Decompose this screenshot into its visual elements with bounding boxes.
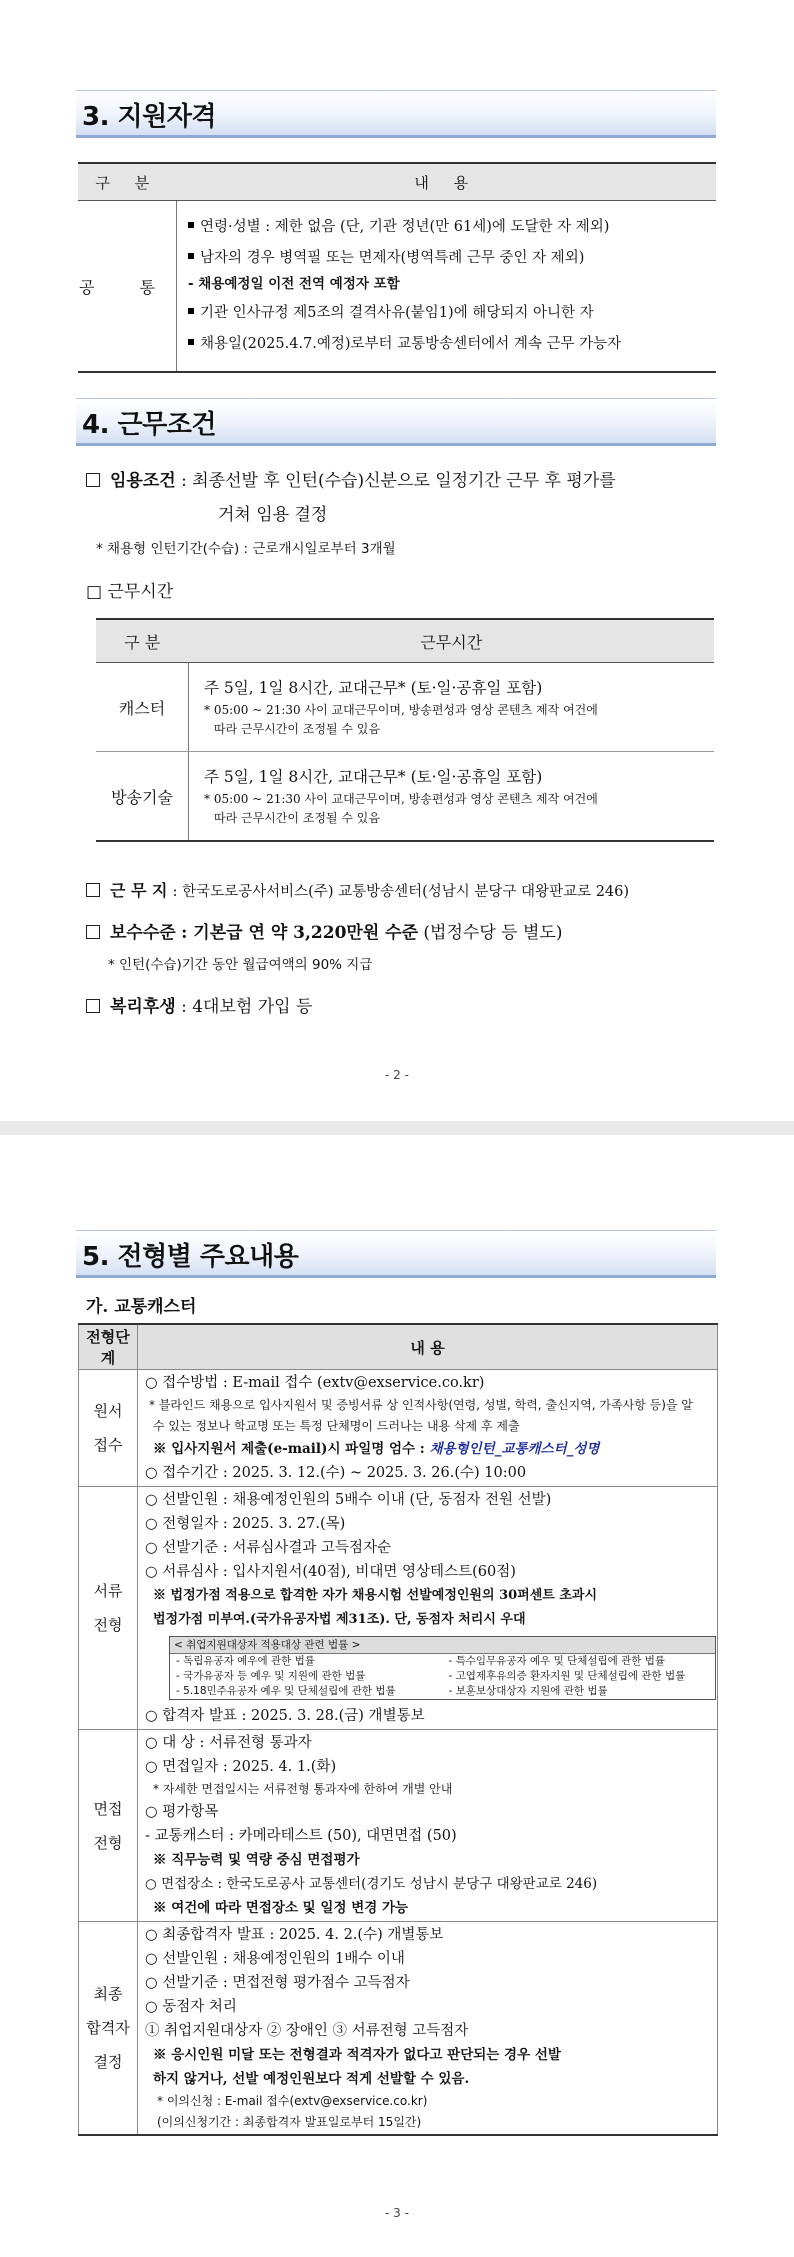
table-header-stage: 전형단계: [79, 1324, 138, 1370]
list-item: ※ 여건에 따라 면접장소 및 일정 변경 가능: [153, 1900, 409, 1916]
page-2: [0, 0, 794, 1121]
list-item: ○ 최종합격자 발표 : 2025. 4. 2.(수) 개별통보: [145, 1927, 444, 1943]
welfare: 복리후생 : 4대보험 가입 등: [86, 992, 312, 1017]
pay-note: * 인턴(수습)기간 동안 월급여액의 90% 지급: [108, 957, 373, 973]
stage-label: 원서 접수: [79, 1370, 138, 1487]
section-4-header: [76, 398, 716, 446]
intern-period-note: * 채용형 인턴기간(수습) : 근로개시일로부터 3개월: [96, 541, 396, 557]
worktime-label: □ 근무시간: [86, 582, 174, 602]
section-5-header: [76, 1230, 716, 1278]
table-header-content: 내 용: [177, 163, 717, 201]
section-3-title: 3. 지원자격: [82, 102, 216, 132]
stage-label: 서류 전형: [79, 1487, 138, 1730]
list-item: 연령·성별 : 제한 없음 (단, 기관 정년(만 61세)에 도달한 자 제외): [188, 212, 711, 243]
list-item: ○ 동점자 처리: [145, 1999, 237, 2015]
stage-label: 최종 합격자 결정: [79, 1922, 138, 2136]
list-item: ○ 평가항목: [145, 1804, 219, 1820]
table-header-worktime: 근무시간: [189, 619, 715, 663]
workplace: 근 무 지 : 한국도로공사서비스(주) 교통방송센터(성남시 분당구 대왕판교로 246): [86, 878, 629, 901]
list-item: ※ 응시인원 미달 또는 전형결과 적격자가 없다고 판단되는 경우 선발: [153, 2047, 561, 2063]
list-item: ※ 입사지원서 제출(e-mail)시 파일명 엄수 : 채용형인턴_교통캐스터_성명: [153, 1441, 600, 1457]
list-item: 하지 않거나, 선발 예정인원보다 적게 선발할 수 있음.: [153, 2071, 470, 2087]
table-row: [79, 1370, 718, 1487]
related-laws-box: < 취업지원대상자 적용대상 관련 법률 > - 독립유공자 예우에 관한 법률 - 국가유공자 등 예우 및 지원에 관한 법률 - 5.18민주유공자 예우 및 단체설립에 관한 법률 - 특수임무유공자 예우 및 단체설립에 관한 법률 - 고엽제후유의증 환자지원 및 단체설립에 관한 법률 - 보훈보상대상자 지원에 관한 법률: [169, 1636, 716, 1700]
list-item: 남자의 경우 병역필 또는 면제자(병역특례 근무 중인 자 제외): [188, 243, 711, 274]
list-item: ○ 접수기간 : 2025. 3. 12.(수) ~ 2025. 3. 26.(수) 10:00: [145, 1465, 527, 1481]
stage-label: 면접 전형: [79, 1730, 138, 1922]
table-row: 캐스터 주 5일, 1일 8시간, 교대근무* (토·일·공휴일 포함) * 05:00 ~ 21:30 사이 교대근무이며, 방송편성과 영상 콘텐츠 제작 여건에 따라 근무시간이 조정될 수 있음: [96, 663, 714, 752]
appointment-condition-cont: 거쳐 임용 결정: [218, 505, 328, 525]
list-item: ○ 합격자 발표 : 2025. 3. 28.(금) 개별통보: [145, 1708, 425, 1724]
table-header-content: 내 용: [138, 1324, 718, 1370]
section-3-header: [76, 90, 716, 138]
list-item: ① 취업지원대상자 ② 장애인 ③ 서류전형 고득점자: [145, 2023, 469, 2039]
list-item: - 채용예정일 이전 전역 예정자 포함: [188, 276, 400, 292]
list-item: - 교통캐스터 : 카메라테스트 (50), 대면면접 (50): [145, 1828, 457, 1844]
checkbox-icon: [86, 999, 100, 1013]
row-label-common: 공 통: [78, 201, 177, 373]
checkbox-icon: [86, 473, 100, 487]
list-item: ○ 대 상 : 서류전형 통과자: [145, 1735, 312, 1751]
checkbox-icon: [86, 883, 100, 897]
table-row: [79, 1922, 718, 2136]
section-4-title: 4. 근무조건: [82, 410, 216, 440]
page-number: - 3 -: [385, 2206, 409, 2220]
list-item: ○ 접수방법 : E-mail 접수 (extv@exservice.co.kr): [145, 1375, 485, 1391]
table-header-category: 구 분: [96, 619, 189, 663]
row-label: 캐스터: [96, 663, 189, 752]
list-item: (이의신청기간 : 최종합격자 발표일로부터 15일간): [157, 2115, 422, 2129]
table-row: [79, 1487, 718, 1730]
list-item: ○ 면접장소 : 한국도로공사 교통센터(경기도 성남시 분당구 대왕판교로 246): [145, 1876, 598, 1892]
list-item: ※ 직무능력 및 역량 중심 면접평가: [153, 1852, 360, 1868]
list-item: ○ 선발인원 : 채용예정인원의 5배수 이내 (단, 동점자 전원 선발): [145, 1492, 552, 1508]
list-item: ○ 선발기준 : 면접전형 평가점수 고득점자: [145, 1975, 410, 1991]
list-item: ○ 전형일자 : 2025. 3. 27.(목): [145, 1516, 346, 1532]
row-label: 방송기술: [96, 752, 189, 842]
list-item: ○ 선발인원 : 채용예정인원의 1배수 이내: [145, 1951, 405, 1967]
row-main: 주 5일, 1일 8시간, 교대근무* (토·일·공휴일 포함): [204, 767, 543, 786]
list-item: 채용일(2025.4.7.예정)로부터 교통방송센터에서 계속 근무 가능자: [188, 329, 711, 360]
list-item: 기관 인사규정 제5조의 결격사유(붙임1)에 해당되지 아니한 자: [188, 298, 711, 329]
list-item: ○ 선발기준 : 서류심사결과 고득점자순: [145, 1540, 392, 1556]
qualification-table: [78, 162, 716, 373]
worktime-table: [96, 618, 714, 842]
list-item: ○ 서류심사 : 입사지원서(40점), 비대면 영상테스트(60점): [145, 1564, 516, 1580]
list-item: * 자세한 면접일시는 서류전형 통과자에 한하여 개별 안내: [153, 1782, 453, 1796]
table-row: 방송기술 주 5일, 1일 8시간, 교대근무* (토·일·공휴일 포함) * 05:00 ~ 21:30 사이 교대근무이며, 방송편성과 영상 콘텐츠 제작 여건에 따라 근무시간이 조정될 수 있음: [96, 752, 714, 842]
subsection-title: 가. 교통캐스터: [86, 1297, 197, 1317]
selection-process-table: [78, 1323, 718, 2136]
filename-highlight: 채용형인턴_교통캐스터_성명: [429, 1441, 600, 1457]
pay-level: 보수수준 : 기본급 연 약 3,220만원 수준 (법정수당 등 별도): [86, 918, 562, 943]
list-item: 법정가점 미부여.(국가유공자법 제31조). 단, 동점자 처리시 우대: [153, 1612, 526, 1627]
list-item: * 이의신청 : E-mail 접수(extv@exservice.co.kr): [157, 2094, 428, 2108]
page-number: - 2 -: [385, 1068, 409, 1082]
list-item: * 블라인드 채용으로 입사지원서 및 증빙서류 상 인적사항(연령, 성별, 학력, 출신지역, 가족사항 등)을 알: [149, 1398, 693, 1412]
table-row: [79, 1730, 718, 1922]
appointment-condition: 임용조건 : 최종선발 후 인턴(수습)신분으로 일정기간 근무 후 평가를: [86, 466, 616, 491]
list-item: ○ 면접일자 : 2025. 4. 1.(화): [145, 1759, 337, 1775]
table-header-category: 구 분: [78, 163, 177, 201]
list-item: 수 있는 정보나 학교명 또는 특정 단체명이 드러나는 내용 삭제 후 제출: [153, 1419, 520, 1433]
section-5-title: 5. 전형별 주요내용: [82, 1242, 299, 1272]
row-main: 주 5일, 1일 8시간, 교대근무* (토·일·공휴일 포함): [204, 678, 543, 697]
checkbox-icon: [86, 925, 100, 939]
list-item: ※ 법정가점 적용으로 합격한 자가 채용시험 선발예정인원의 30퍼센트 초과시: [153, 1588, 598, 1603]
